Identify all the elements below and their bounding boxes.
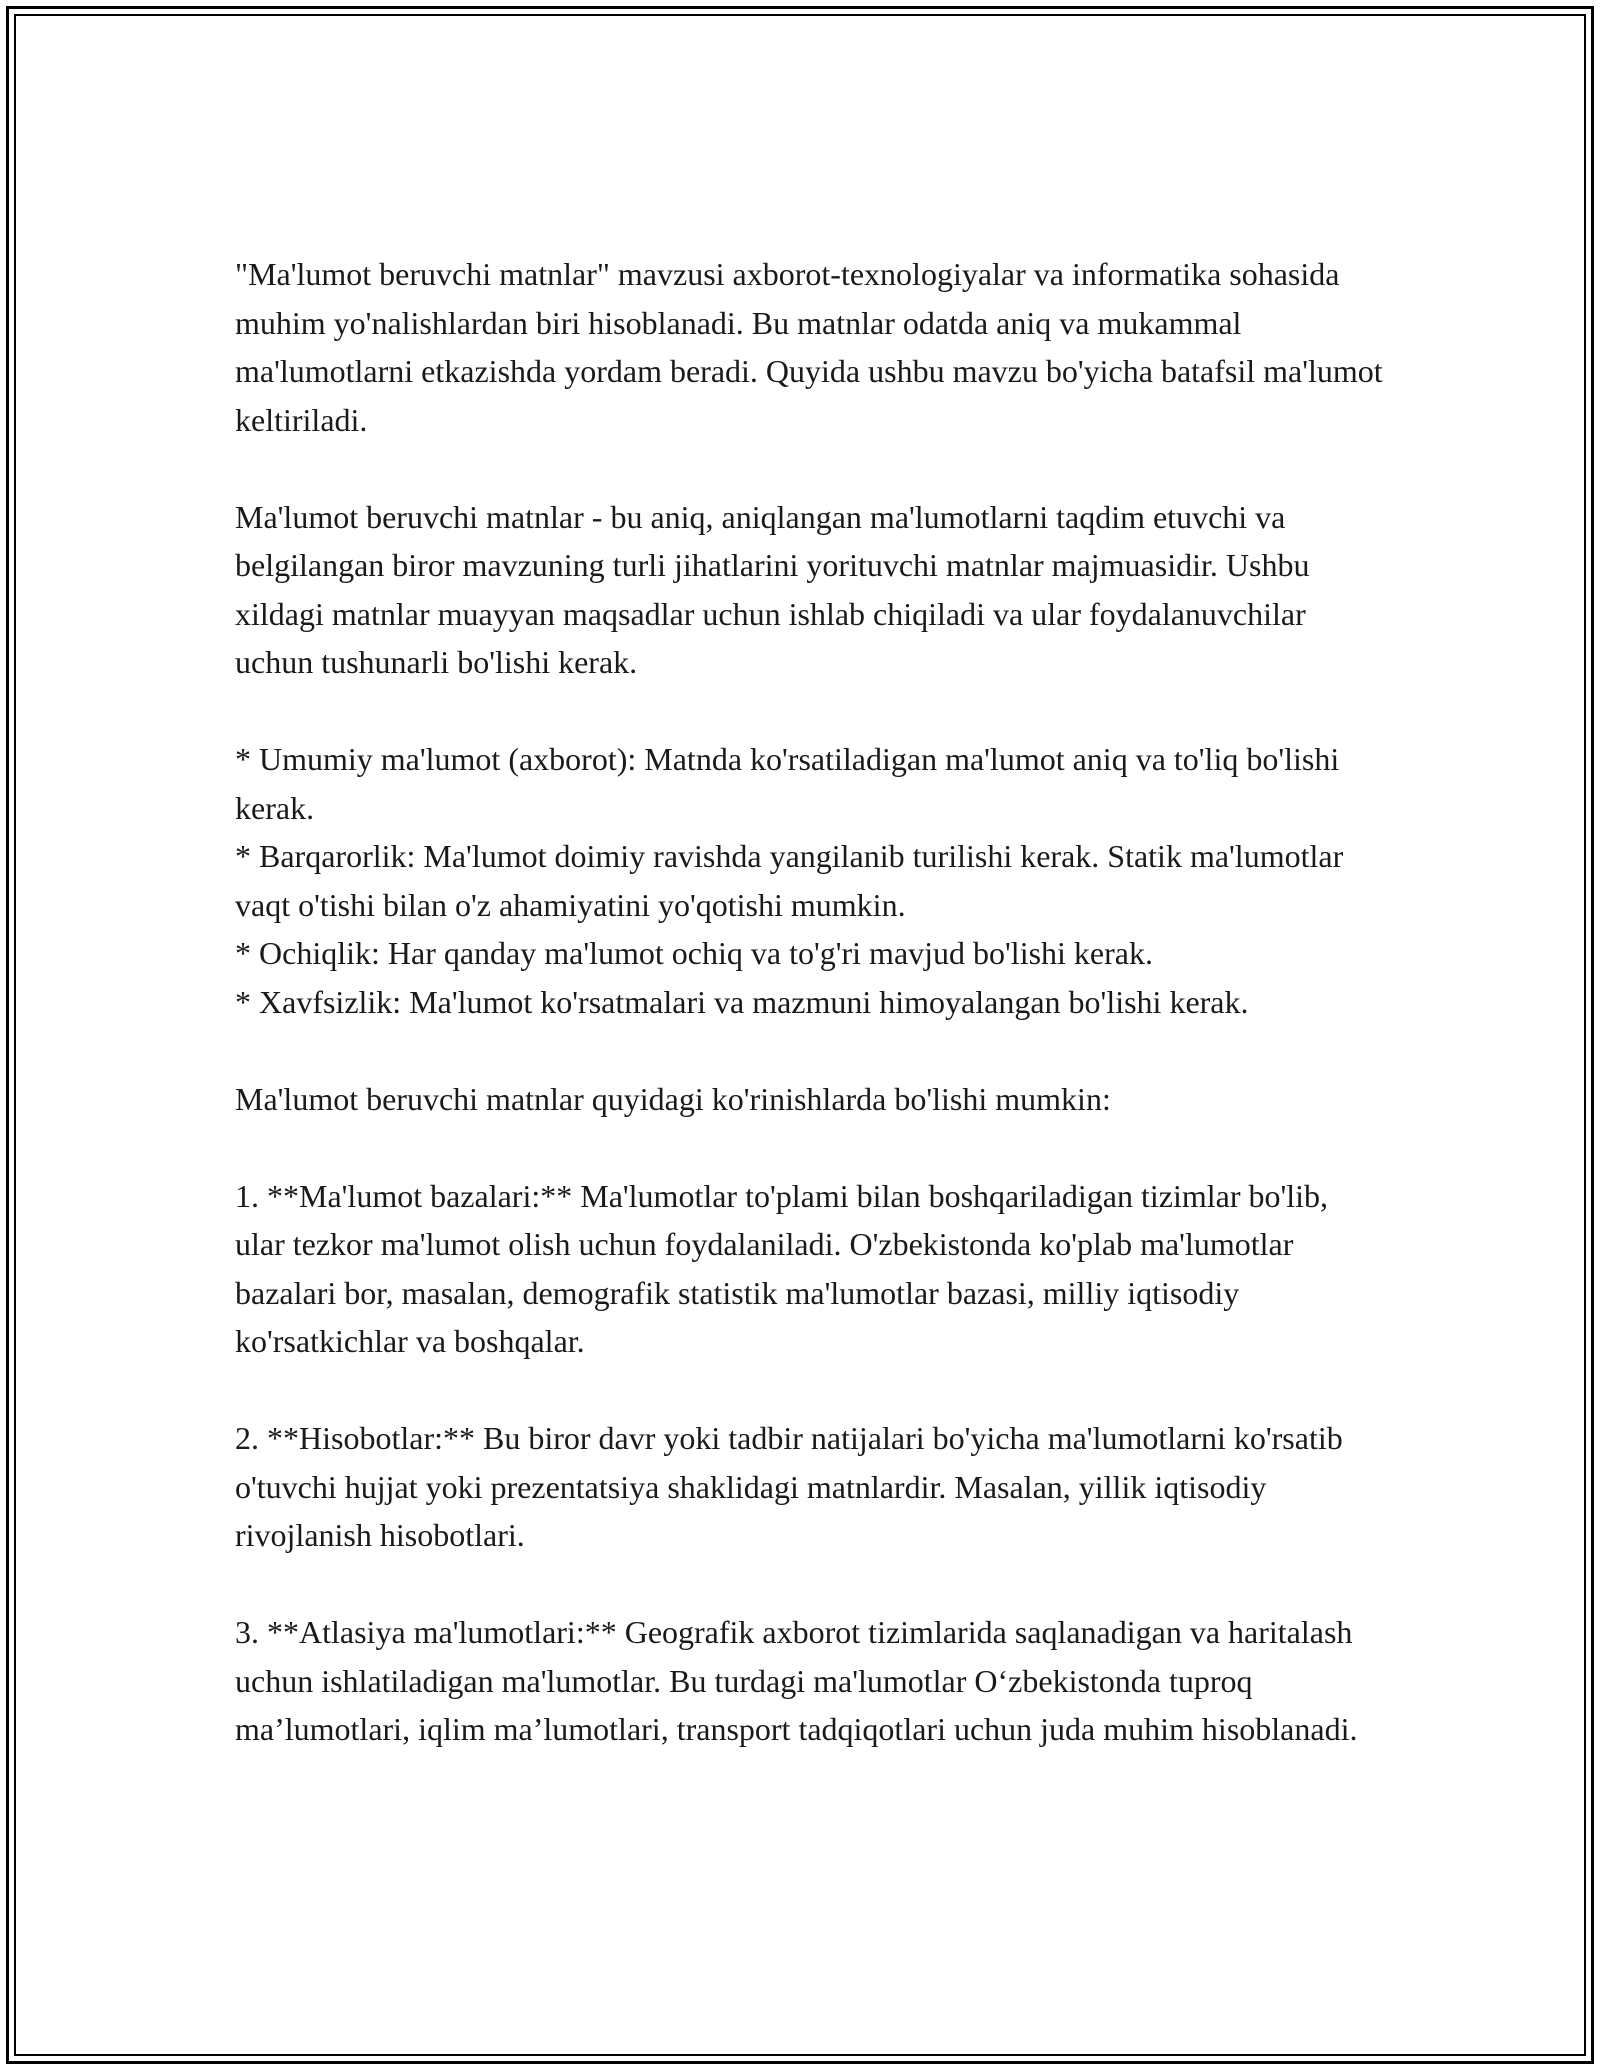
definition-paragraph: Ma'lumot beruvchi matnlar - bu aniq, aniqlangan ma'lumotlarni taqdim etuvchi va belgilangan biror mavzuning turli jihatlarini yorituvchi matnlar majmuasidir. Ushbu xildagi matnlar muayyan maqsadlar uchun ishlab chiqiladi va ular foydalanuvchilar uchun tushunarli bo'lishi kerak. (235, 498, 1310, 680)
type-item-reports: 2. **Hisobotlar:** Bu biror davr yoki tadbir natijalari bo'yicha ma'lumotlarni ko'rsatib o'tuvchi hujjat yoki prezentatsiya shaklidagi matnlardir. Masalan, yillik iqtisodiy rivojlanish hisobotlari. (235, 1420, 1343, 1553)
document-body (235, 250, 1385, 1802)
types-intro-paragraph: Ma'lumot beruvchi matnlar quyidagi ko'rinishlarda bo'lishi mumkin: (235, 1080, 1111, 1117)
property-item: * Xavfsizlik: Ma'lumot ko'rsatmalari va mazmuni himoyalangan bo'lishi kerak. (235, 983, 1249, 1020)
intro-paragraph: "Ma'lumot beruvchi matnlar" mavzusi axborot-texnologiyalar va informatika sohasida muhim yo'nalishlardan biri hisoblanadi. Bu matnlar odatda aniq va mukammal ma'lumotlarni etkazishda yordam beradi. Quyida ushbu mavzu bo'yicha batafsil ma'lumot keltiriladi. (235, 256, 1383, 438)
property-item: * Barqarorlik: Ma'lumot doimiy ravishda yangilanib turilishi kerak. Statik ma'lumotlar vaqt o'tishi bilan o'z ahamiyatini yo'qotishi mumkin. (235, 838, 1344, 923)
type-item-atlas-data: 3. **Atlasiya ma'lumotlari:** Geografik axborot tizimlarida saqlanadigan va haritalash uchun ishlatiladigan ma'lumotlar. Bu turdagi ma'lumotlar O‘zbekistonda tuproq ma’lumotlari, iqlim ma’lumotlari, transport tadqiqotlari uchun juda muhim hisoblanadi. (235, 1614, 1358, 1747)
property-item: * Ochiqlik: Har qanday ma'lumot ochiq va to'g'ri mavjud bo'lishi kerak. (235, 935, 1153, 971)
properties-list (235, 735, 1385, 1026)
property-item: * Umumiy ma'lumot (axborot): Matnda ko'rsatiladigan ma'lumot aniq va to'liq bo'lishi kerak. (235, 741, 1340, 826)
type-item-databases: 1. **Ma'lumot bazalari:** Ma'lumotlar to'plami bilan boshqariladigan tizimlar bo'lib, ular tezkor ma'lumot olish uchun foydalaniladi. O'zbekistonda ko'plab ma'lumotlar bazalari bor, masalan, demografik statistik ma'lumotlar bazasi, milliy iqtisodiy ko'rsatkichlar va boshqalar. (235, 1177, 1329, 1359)
